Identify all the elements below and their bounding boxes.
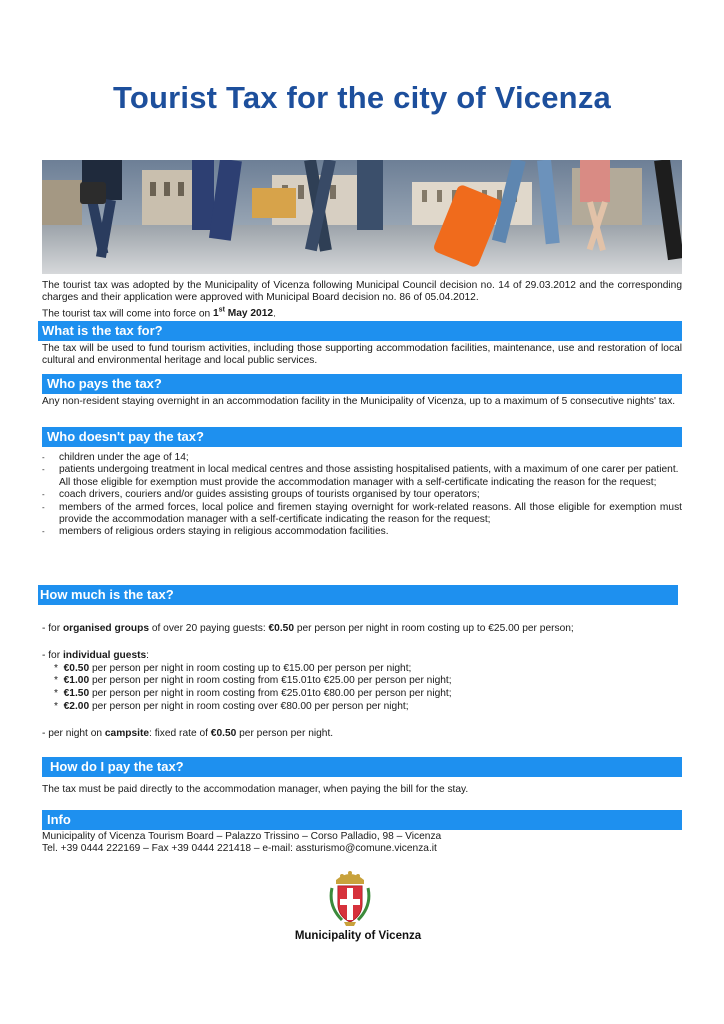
rate-bullet: * — [54, 688, 58, 700]
list-dash: - — [42, 527, 45, 537]
campsite-rate-suffix: per person per night. — [236, 727, 334, 739]
info-contacts: Tel. +39 0444 222169 – Fax +39 0444 221418 – e-mail: assturismo@comune.vicenza.it — [42, 843, 437, 855]
what-for-text: The tax will be used to fund tourism activities, including those supporting accommodation facilities, maintenance, use and restoration of local cultural and environmental heritage and local public services. — [42, 343, 682, 367]
group-rate-label: organised groups — [62, 623, 149, 634]
banner-image — [42, 160, 682, 274]
individual-rate-heading — [42, 650, 682, 663]
list-item — [42, 502, 682, 527]
list-item-note: All those eligible for exemption must provide the accommodation manager with a self-certificate indicating the reason for the request; — [59, 476, 657, 488]
rates-block — [42, 623, 682, 741]
campsite-rate-prefix: - per night on — [42, 727, 105, 739]
intro-line-2-suffix: . — [273, 308, 276, 320]
rate-amount: €1.00 — [63, 675, 90, 687]
group-rate-suffix: per person per night in room costing up to €25.00 per person; — [294, 623, 574, 634]
list-item-text: children under the age of 14; — [59, 452, 189, 463]
section-heading-what-for: What is the tax for? — [38, 321, 682, 341]
section-heading-info: Info — [42, 810, 682, 830]
individual-rate-row — [42, 663, 682, 676]
exemption-list — [42, 452, 682, 539]
rate-bullet: * — [54, 700, 58, 712]
list-item-text: members of the armed forces, local police and firemen staying overnight for work-related reasons. All those eligible for exemption must provide the accommodation manager with a self-certificate indicating the reason for the request; — [59, 501, 682, 526]
rate-text: per person per night in room costing from €25.01to €80.00 per person per night; — [89, 688, 452, 700]
rate-text: per person per night in room costing over €80.00 per person per night; — [89, 700, 409, 712]
campsite-rate — [42, 728, 682, 741]
campsite-rate-amount: €0.50 — [210, 727, 237, 739]
list-item — [42, 464, 682, 489]
list-item-text: patients undergoing treatment in local medical centres and those assisting hospitalised patients, with a maximum of one carer per patient. — [59, 464, 679, 476]
campsite-rate-mid: : fixed rate of — [149, 727, 211, 739]
who-pays-text: Any non-resident staying overnight in an accommodation facility in the Municipality of Vicenza, up to a maximum of 5 consecutive nights' tax. — [42, 396, 676, 407]
how-pay-text: The tax must be paid directly to the accommodation manager, when paying the bill for the stay. — [42, 784, 469, 795]
group-rate — [42, 623, 682, 636]
individual-rate-row — [42, 675, 682, 688]
intro-line-1: The tourist tax was adopted by the Municipality of Vicenza following Municipal Council decision no. 14 of 29.03.2012 and the corresponding charges and their application were approved with Municipal Board decision no. 86 of 05.04.2012. — [42, 280, 682, 304]
section-heading-how-pay: How do I pay the tax? — [42, 757, 682, 777]
intro-date-sup: st — [218, 306, 225, 314]
rate-amount: €2.00 — [63, 700, 90, 712]
list-dash: - — [42, 465, 45, 475]
individual-rate-label: individual guests — [62, 649, 147, 661]
individual-rate-suffix: : — [146, 649, 150, 661]
coat-of-arms-icon — [328, 866, 372, 928]
info-address: Municipality of Vicenza Tourism Board – Palazzo Trissino – Corso Palladio, 98 – Vicenza — [42, 831, 442, 842]
municipality-label: Municipality of Vicenza — [294, 930, 422, 942]
list-item-text: members of religious orders staying in religious accommodation facilities. — [59, 526, 389, 538]
list-item — [42, 489, 682, 501]
rate-bullet: * — [54, 675, 58, 687]
list-dash: - — [42, 502, 45, 512]
rate-bullet: * — [54, 662, 58, 674]
rate-amount: €1.50 — [63, 688, 90, 700]
individual-rate-row — [42, 688, 682, 701]
section-heading-how-much: How much is the tax? — [38, 585, 678, 605]
intro-date-day: 1 — [213, 308, 219, 320]
intro-date-month: May 2012 — [224, 308, 274, 320]
campsite-rate-label: campsite — [104, 727, 150, 739]
intro-text — [42, 280, 682, 321]
list-dash: - — [42, 490, 45, 500]
rate-text: per person per night in room costing up to €15.00 per person per night; — [89, 662, 412, 674]
list-dash: - — [42, 453, 45, 462]
intro-line-2-prefix: The tourist tax will come into force on — [42, 308, 213, 320]
page-title: Tourist Tax for the city of Vicenza — [113, 80, 611, 115]
group-rate-mid: of over 20 paying guests: — [149, 623, 269, 634]
list-item — [42, 452, 682, 464]
individual-rate-row — [42, 701, 682, 714]
rate-text: per person per night in room costing from €15.01to €25.00 per person per night; — [89, 675, 452, 687]
rate-amount: €0.50 — [63, 662, 90, 674]
section-heading-who-pays: Who pays the tax? — [42, 374, 682, 394]
section-heading-who-not: Who doesn't pay the tax? — [42, 427, 682, 447]
individual-rate-prefix: - for — [42, 649, 63, 661]
list-item-text: coach drivers, couriers and/or guides assisting groups of tourists organised by tour operators; — [59, 489, 480, 501]
street-scene-icon — [42, 160, 682, 274]
group-rate-prefix: - for — [42, 623, 63, 634]
list-item — [42, 526, 682, 538]
group-rate-amount: €0.50 — [268, 623, 294, 634]
info-text — [42, 831, 682, 856]
